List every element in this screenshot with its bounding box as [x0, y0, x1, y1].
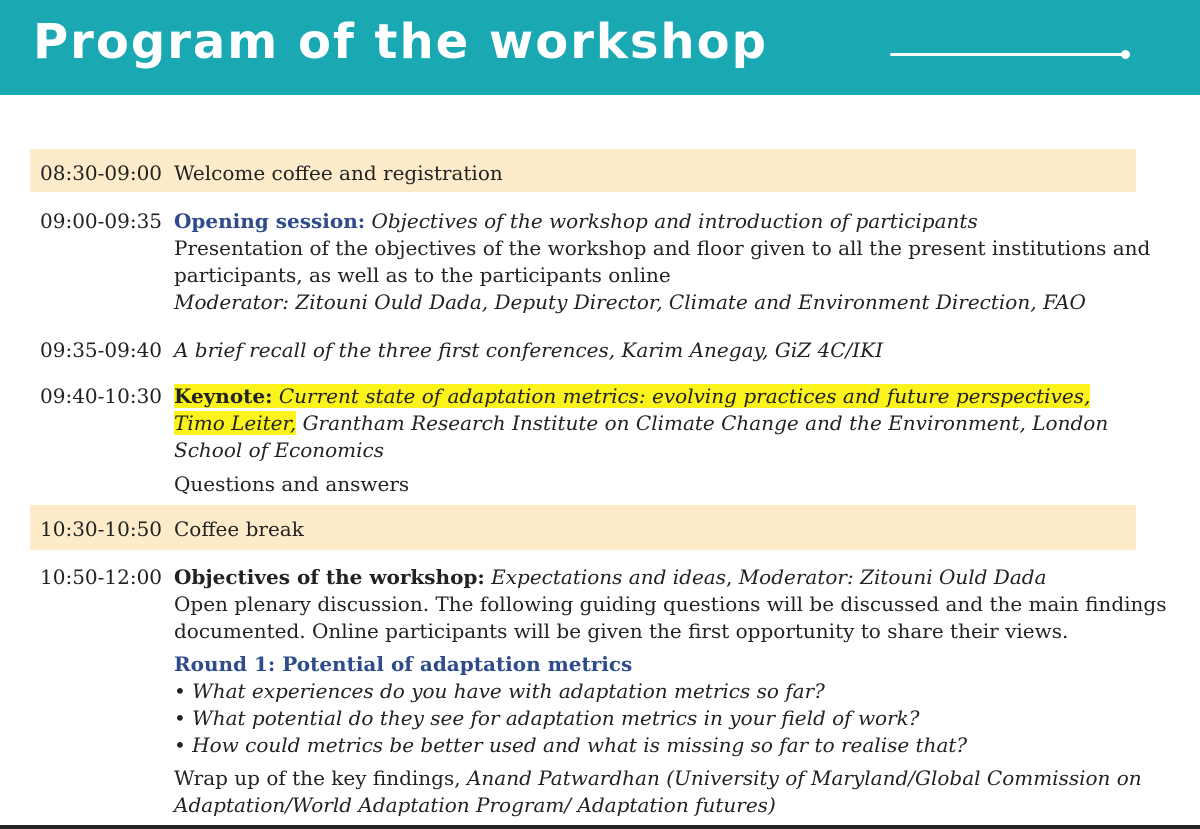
schedule-row-keynote — [30, 381, 1136, 496]
schedule-row-welcome — [30, 149, 1136, 192]
session-description: Presentation of the objectives of the workshop and floor given to all the present institutions and — [174, 236, 1151, 260]
session-speaker: , Karim Anegay, GiZ 4C/IKI — [608, 338, 883, 362]
session-title: A brief recall of the three first conferences — [174, 338, 609, 362]
time-slot: 09:00-09:35 — [40, 209, 163, 233]
session-subtitle: Objectives of the workshop and introduction of participants — [371, 209, 978, 233]
bullet-item: • What experiences do you have with adaptation metrics so far? — [174, 679, 825, 703]
schedule-row-opening — [30, 206, 1151, 318]
session-text: Welcome coffee and registration — [174, 161, 503, 185]
session-description: documented. Online participants will be given the first opportunity to share their views. — [174, 619, 1069, 643]
time-slot: 09:35-09:40 — [40, 338, 163, 362]
schedule-row-coffee-break — [30, 505, 1136, 550]
session-description: Open plenary discussion. The following guiding questions will be discussed and the main findings — [174, 592, 1167, 616]
round-title: Round 1: Potential of adaptation metrics — [174, 652, 633, 676]
session-moderator: Moderator: Zitouni Ould Dada — [738, 565, 1047, 589]
time-slot: 10:50-12:00 — [40, 565, 163, 589]
wrap-up-speaker: Adaptation/World Adaptation Program/ Adaptation futures) — [174, 793, 776, 817]
keynote-affiliation: Grantham Research Institute on Climate Change and the Environment, London — [302, 411, 1109, 435]
session-description: participants, as well as to the participants online — [174, 263, 671, 287]
wrap-up-speaker: Anand Patwardhan (University of Maryland/Global Commission on — [466, 766, 1142, 790]
bullet-item: • How could metrics be better used and what is missing so far to realise that? — [174, 733, 968, 757]
session-content — [174, 564, 1167, 819]
session-moderator: Moderator: Zitouni Ould Dada, Deputy Director, Climate and Environment Direction, FAO — [174, 290, 1086, 314]
session-title: Objectives of the workshop: — [174, 565, 485, 589]
decorative-rule — [890, 53, 1125, 56]
time-slot: 08:30-09:00 — [40, 161, 163, 185]
schedule-row-recall — [30, 335, 1136, 365]
session-title: Opening session: — [174, 209, 366, 233]
decorative-dot — [1121, 50, 1130, 59]
session-subtitle: Expectations and ideas — [491, 565, 726, 589]
separator: , — [725, 565, 733, 589]
bullet-item: • What potential do they see for adaptation metrics in your field of work? — [174, 706, 920, 730]
time-slot: 09:40-10:30 — [40, 384, 163, 408]
session-text: Coffee break — [174, 517, 304, 541]
keynote-affiliation: School of Economics — [174, 438, 385, 462]
session-content — [174, 208, 1151, 316]
session-content — [174, 383, 1134, 498]
session-qa: Questions and answers — [174, 472, 410, 496]
schedule-row-objectives — [30, 563, 1167, 823]
page-title: Program of the workshop — [33, 14, 768, 70]
page-bottom-border — [0, 825, 1200, 829]
time-slot: 10:30-10:50 — [40, 517, 163, 541]
header-banner — [0, 0, 1200, 95]
keynote-title: Current state of adaptation metrics: evolving practices and future perspectives, — [278, 384, 1091, 408]
keynote-speaker: Timo Leiter, — [174, 411, 297, 435]
wrap-up-label: Wrap up of the key findings, — [174, 766, 461, 790]
session-content — [174, 337, 1134, 364]
keynote-label: Keynote: — [174, 384, 273, 408]
